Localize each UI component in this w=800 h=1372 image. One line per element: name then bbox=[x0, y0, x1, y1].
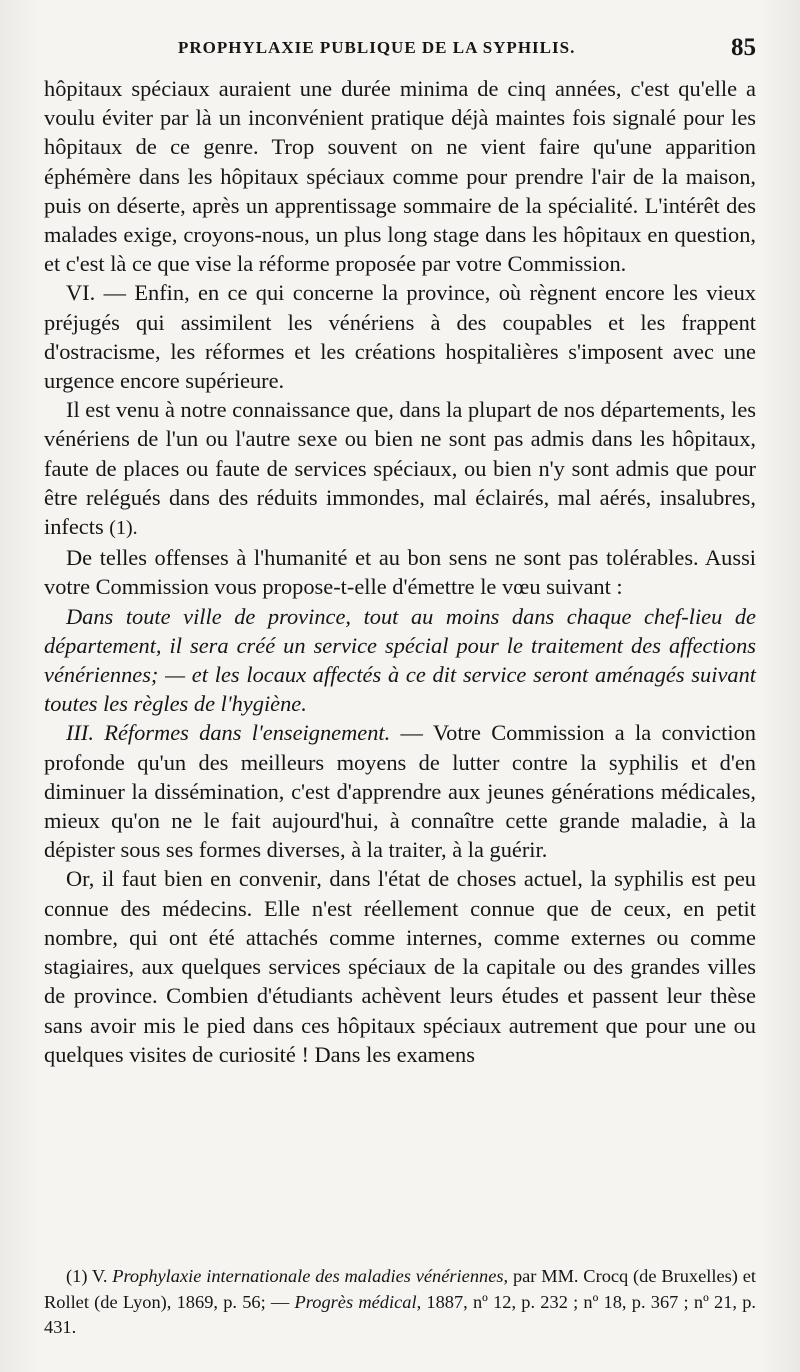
paragraph-syphilis-knowledge: Or, il faut bien en convenir, dans l'état de choses actuel, la syphilis est peu connue des médecins. Elle n'est réellement connue que de ceux, en petit nombre, qui ont été attachés comme internes, comme externes ou comme stagiaires, aux quelques services spéciaux de la capitale ou des grandes villes de province. Combien d'étudiants achèvent leurs études et passent leur thèse sans avoir mis le pied dans ces hôpitaux spéciaux autrement que pour une ou quelques visites de curiosité ! Dans les examens bbox=[44, 866, 756, 1067]
footnote-title-2: Progrès médical bbox=[294, 1291, 417, 1312]
paragraph-departments-text: Il est venu à notre connaissance que, dans la plupart de nos départements, les vénériens de l'un ou l'autre sexe ou bien ne sont pas admis dans les hôpitaux, faute de places ou faute de services spéciaux, ou bien n'y sont admis que pour être relégués dans des réduits immondes, mal éclairés, mal aérés, insalubres, infects bbox=[44, 397, 756, 540]
paragraph-section-vi: VI. — Enfin, en ce qui concerne la province, où règnent encore les vieux préjugés qui assimilent les vénériens à des coupables et les frappent d'ostracisme, les réformes et les créations hospitalières s'imposent avec une urgence encore supérieure. bbox=[44, 280, 756, 394]
footnote-1 bbox=[44, 1264, 756, 1341]
footnote-middle: , par MM. Crocq (de Bruxelles) et Rollet (de Lyon), 1869, p. 56; — bbox=[44, 1266, 756, 1312]
footnote-title-1: Prophylaxie internationale des maladies vénériennes bbox=[112, 1266, 504, 1286]
section-iii-text: — Votre Commission a la conviction profonde qu'un des meilleurs moyens de lutter contre la syphilis et d'en diminuer la dissémination, c'est d'apprendre aux jeunes générations médicales, mieux qu'on ne le fait aujourd'hui, à connaître cette grande maladie, à la dépister sous ses formes diverses, à la traiter, à la guérir. bbox=[44, 720, 757, 863]
paragraph-continued: hôpitaux spéciaux auraient une durée minima de cinq années, c'est qu'elle a voulu éviter par là un inconvénient pratique déjà maintes fois signalé pour les hôpitaux de ce genre. Trop souvent on ne vient faire qu'une apparition éphémère dans les hôpitaux spéciaux comme pour prendre l'air de la maison, puis on déserte, après un apprentissage sommaire de la spécialité. L'intérêt des malades exige, croyons-nous, un plus long stage dans les hôpitaux en question, et c'est là ce que vise la réforme proposée par votre Commission. bbox=[44, 76, 756, 277]
footnote-suffix: , 1887, nº 12, p. 232 ; nº 18, p. 367 ; nº 21, p. 431. bbox=[44, 1291, 756, 1337]
page-number: 85 bbox=[731, 34, 756, 61]
paragraph-section-iii bbox=[44, 718, 756, 864]
page-body bbox=[44, 74, 756, 1069]
paragraph-offenses: De telles offenses à l'humanité et au bon sens ne sont pas tolérables. Aussi votre Commission vous propose-t-elle d'émettre le vœu suivant : bbox=[44, 545, 756, 600]
section-iii-heading: III. Réformes dans l'enseignement. bbox=[66, 720, 391, 746]
paragraph-departments bbox=[44, 395, 756, 543]
voeu-text: Dans toute ville de province, tout au moins dans chaque chef-lieu de département, il sera créé un service spécial pour le traitement des affections vénériennes; — et les locaux affectés à ce dit service seront aménagés suivant toutes les règles de l'hygiène. bbox=[44, 603, 756, 717]
running-title: PROPHYLAXIE PUBLIQUE DE LA SYPHILIS. bbox=[178, 38, 576, 57]
footnotes bbox=[44, 1264, 756, 1341]
footnote-reference: (1). bbox=[109, 517, 138, 540]
page-header bbox=[44, 34, 756, 66]
footnote-prefix: (1) V. bbox=[66, 1266, 113, 1286]
